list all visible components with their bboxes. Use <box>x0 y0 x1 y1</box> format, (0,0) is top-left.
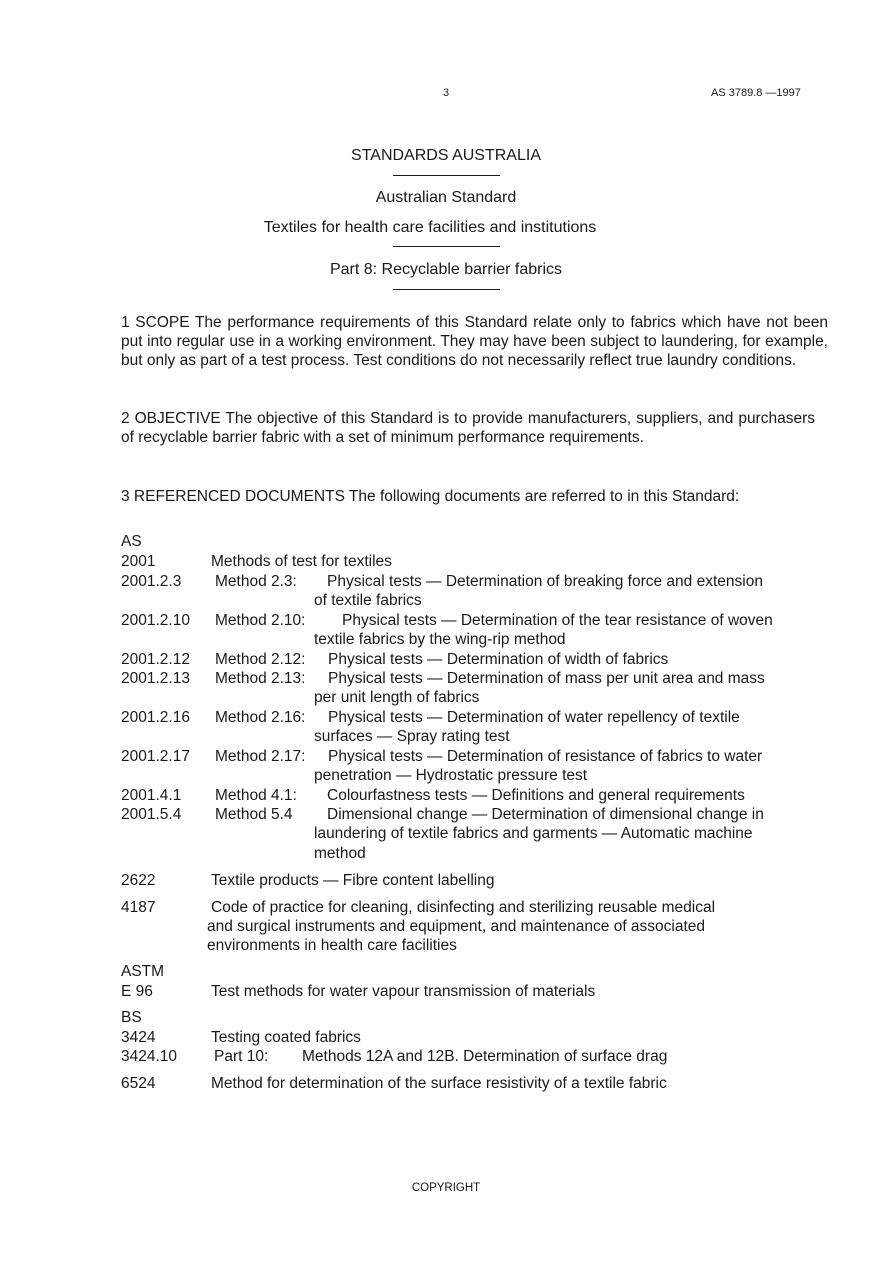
reference-code: 2622 <box>121 872 156 889</box>
reference-method: Method 2.16: <box>215 709 306 726</box>
reference-code: 6524 <box>121 1075 156 1092</box>
reference-code: 2001.2.10 <box>121 612 190 629</box>
reference-description: textile fabrics by the wing-rip method <box>314 631 566 648</box>
reference-description: Physical tests — Determination of the tear resistance of woven <box>342 612 773 629</box>
reference-title: and surgical instruments and equipment, and maintenance of associated <box>207 918 706 935</box>
title-divider <box>393 246 500 247</box>
reference-group-heading: ASTM <box>121 963 165 980</box>
reference-description: method <box>314 845 366 862</box>
reference-code: 2001.2.3 <box>121 573 182 590</box>
reference-description: Dimensional change — Determination of dimensional change in <box>327 806 764 823</box>
reference-method: Method 5.4 <box>215 806 293 823</box>
reference-title: Code of practice for cleaning, disinfecting and sterilizing reusable medical <box>211 899 716 916</box>
reference-code: 2001.2.16 <box>121 709 190 726</box>
reference-code: 2001.2.13 <box>121 670 190 687</box>
scope-paragraph: 1 SCOPE The performance requirements of this Standard relate only to fabrics which have not been put into regular use in a working environment. They may have been subject to laundering, for example, but only as part of a test process. Test conditions do not necessarily reflect true laundry conditions. <box>121 314 828 369</box>
reference-description: Physical tests — Determination of mass per unit area and mass <box>328 670 765 687</box>
reference-method: Method 2.10: <box>215 612 306 629</box>
reference-title: Test methods for water vapour transmission of materials <box>211 983 596 1000</box>
reference-method: Method 2.13: <box>215 670 306 687</box>
reference-title: Textile products — Fibre content labelling <box>211 872 495 889</box>
reference-title: environments in health care facilities <box>207 937 457 954</box>
standard-kind: Australian Standard <box>375 189 517 206</box>
title-divider <box>393 289 500 290</box>
reference-code: 2001.4.1 <box>121 787 182 804</box>
standard-title: Textiles for health care facilities and institutions <box>263 219 597 236</box>
reference-group-heading: AS <box>121 533 142 550</box>
reference-description: Physical tests — Determination of breaking force and extension <box>327 573 763 590</box>
reference-description: surfaces — Spray rating test <box>314 728 510 745</box>
part-title: Part 8: Recyclable barrier fabrics <box>329 261 563 278</box>
reference-title: Methods 12A and 12B. Determination of surface drag <box>302 1048 668 1065</box>
reference-method: Method 2.3: <box>215 573 297 590</box>
objective-paragraph: 2 OBJECTIVE The objective of this Standard is to provide manufacturers, suppliers, and purchasers of recyclable barrier fabric with a set of minimum performance requirements. <box>121 410 815 446</box>
organization-title: STANDARDS AUSTRALIA <box>351 147 541 164</box>
document-identifier: AS 3789.8 —1997 <box>711 87 801 99</box>
reference-code: E 96 <box>121 983 153 1000</box>
reference-method: Method 2.12: <box>215 651 306 668</box>
reference-title: Methods of test for textiles <box>211 553 392 570</box>
reference-description: penetration — Hydrostatic pressure test <box>314 767 588 784</box>
reference-description: of textile fabrics <box>314 592 422 609</box>
reference-code: 2001.2.12 <box>121 651 190 668</box>
reference-method: Method 4.1: <box>215 787 297 804</box>
reference-code: 2001 <box>121 553 156 570</box>
reference-code: 3424.10 <box>121 1048 178 1065</box>
reference-description: laundering of textile fabrics and garments — Automatic machine <box>314 825 753 842</box>
reference-code: 3424 <box>121 1029 156 1046</box>
copyright-notice: COPYRIGHT <box>411 1182 481 1194</box>
reference-code: 2001.5.4 <box>121 806 182 823</box>
reference-description: Colourfastness tests — Definitions and general requirements <box>327 787 745 804</box>
reference-method: Method 2.17: <box>215 748 306 765</box>
reference-code: 2001.2.17 <box>121 748 190 765</box>
reference-description: per unit length of fabrics <box>314 689 480 706</box>
reference-code: 4187 <box>121 899 156 916</box>
reference-group-heading: BS <box>121 1009 142 1026</box>
title-divider <box>393 175 500 176</box>
referenced-documents-paragraph: 3 REFERENCED DOCUMENTS The following documents are referred to in this Standard: <box>121 488 740 505</box>
reference-title: Method for determination of the surface resistivity of a textile fabric <box>211 1075 667 1092</box>
reference-description: Physical tests — Determination of width of fabrics <box>328 651 669 668</box>
reference-method: Part 10: <box>214 1048 269 1065</box>
reference-title: Testing coated fabrics <box>211 1029 361 1046</box>
reference-description: Physical tests — Determination of resistance of fabrics to water <box>328 748 763 765</box>
reference-description: Physical tests — Determination of water repellency of textile <box>328 709 740 726</box>
page-number: 3 <box>443 87 450 99</box>
